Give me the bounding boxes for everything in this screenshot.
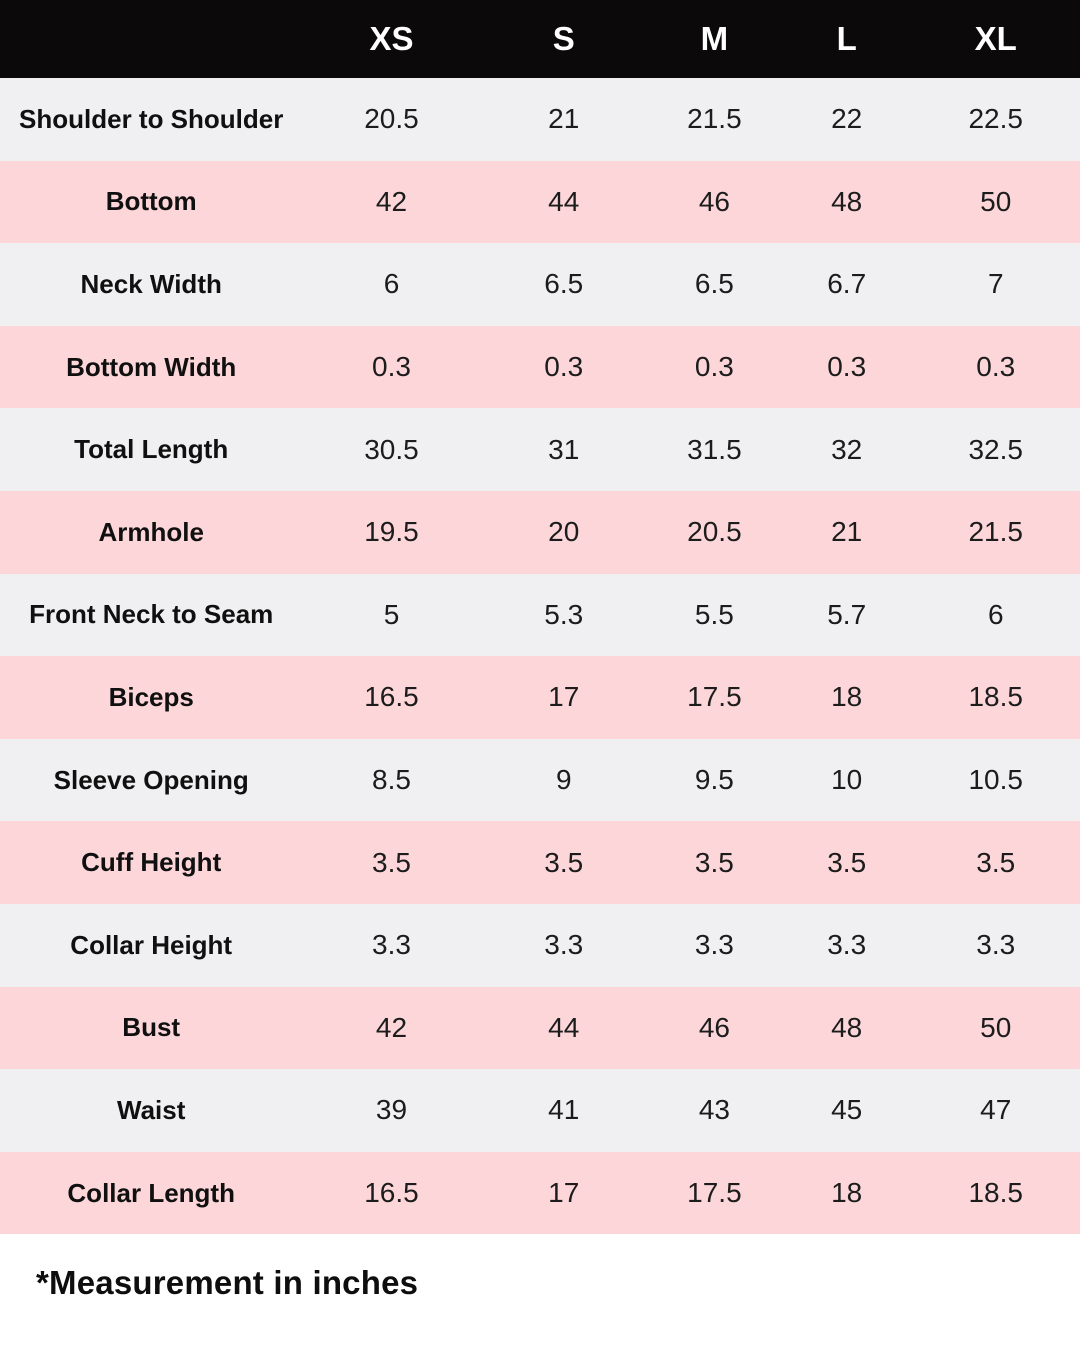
measurement-value: 6 [383,268,400,300]
measurement-row-label: Bottom Width [66,351,237,382]
measurement-row-label: Collar Length [67,1177,235,1208]
measurement-value: 17 [548,681,580,713]
measurement-value: 3.5 [544,846,584,878]
measurement-value: 30.5 [364,433,419,465]
table-row [0,491,1080,574]
measurement-row-label: Front Neck to Seam [29,599,274,630]
measurement-unit-note: *Measurement in inches [36,1264,419,1302]
size-column-header: M [647,0,782,78]
measurement-value: 20.5 [687,516,742,548]
measurement-value: 0.3 [827,351,867,383]
measurement-value: 6.7 [827,268,867,300]
table-row [0,904,1080,987]
measurement-row-label: Waist [117,1094,186,1125]
measurement-value: 6 [987,598,1004,630]
measurement-value: 19.5 [364,516,419,548]
measurement-value: 3.5 [976,846,1016,878]
measurement-row-label: Cuff Height [81,847,222,878]
measurement-value: 3.3 [976,929,1016,961]
table-row [0,408,1080,491]
measurement-row-label: Collar Height [70,929,233,960]
measurement-value: 20 [548,516,580,548]
measurement-column-header [0,0,302,78]
measurement-value: 3.3 [544,929,584,961]
measurement-value: 3.3 [694,929,734,961]
measurement-value: 50 [980,185,1012,217]
measurement-row-label: Sleeve Opening [53,764,249,795]
measurement-value: 18 [831,681,863,713]
measurement-value: 8.5 [372,764,411,796]
measurement-value: 6.5 [694,268,734,300]
measurement-value: 39 [375,1094,408,1126]
measurement-value: 0.3 [372,351,411,383]
measurement-value: 3.3 [827,929,867,961]
measurement-value: 17.5 [687,681,742,713]
measurement-row-label: Neck Width [80,268,222,299]
measurement-value: 5.5 [694,598,734,630]
measurement-value: 42 [375,1011,408,1043]
measurement-value: 31 [548,433,580,465]
measurement-value: 50 [980,1011,1012,1043]
measurement-value: 0.3 [976,351,1016,383]
measurement-row-label: Biceps [108,681,194,712]
measurement-value: 32 [831,433,863,465]
measurement-value: 20.5 [364,103,419,135]
measurement-value: 41 [548,1094,580,1126]
table-row [0,243,1080,326]
measurement-value: 6.5 [544,268,584,300]
measurement-value: 17.5 [687,1177,742,1209]
measurement-value: 46 [698,185,730,217]
measurement-value: 47 [980,1094,1012,1126]
measurement-value: 42 [375,185,408,217]
measurement-value: 18.5 [968,1177,1023,1209]
table-row [0,1152,1080,1235]
table-row [0,161,1080,244]
measurement-value: 46 [698,1011,730,1043]
measurement-value: 3.5 [827,846,867,878]
measurement-value: 18.5 [968,681,1023,713]
table-row [0,656,1080,739]
measurement-value: 7 [987,268,1004,300]
measurement-value: 44 [548,185,580,217]
measurement-value: 43 [698,1094,730,1126]
measurement-value: 5 [383,598,400,630]
table-row [0,821,1080,904]
table-row [0,574,1080,657]
measurement-value: 10.5 [968,764,1023,796]
measurement-value: 3.5 [372,846,411,878]
measurement-value: 21 [831,516,863,548]
measurement-value: 10 [831,764,863,796]
measurement-value: 0.3 [694,351,734,383]
measurement-value: 22.5 [968,103,1023,135]
measurement-value: 16.5 [364,1177,419,1209]
measurement-value: 22 [831,103,863,135]
measurement-value: 21.5 [968,516,1023,548]
measurement-row-label: Shoulder to Shoulder [19,103,284,134]
measurement-value: 3.3 [372,929,411,961]
measurement-row-label: Bottom [105,186,197,217]
measurement-value: 32.5 [968,433,1023,465]
table-row [0,739,1080,822]
measurement-value: 21.5 [687,103,742,135]
measurement-value: 21 [548,103,580,135]
measurement-value: 44 [548,1011,580,1043]
table-row [0,987,1080,1070]
table-row [0,78,1080,161]
measurement-row-label: Armhole [98,516,204,547]
measurement-value: 9 [555,764,572,796]
measurement-value: 3.5 [694,846,734,878]
size-column-header: S [481,0,647,78]
table-row [0,326,1080,409]
size-header-row [0,0,1080,78]
measurement-value: 16.5 [364,681,419,713]
measurement-value: 5.7 [827,598,867,630]
size-column-header: L [782,0,912,78]
measurement-value: 45 [831,1094,863,1126]
measurement-value: 48 [831,1011,863,1043]
measurement-value: 48 [831,185,863,217]
measurement-value: 18 [831,1177,863,1209]
measurement-value: 9.5 [694,764,734,796]
measurement-value: 17 [548,1177,580,1209]
measurement-value: 31.5 [687,433,742,465]
size-column-header: XL [911,0,1080,78]
table-row [0,1069,1080,1152]
measurement-row-label: Bust [122,1012,181,1043]
size-column-header: XS [302,0,480,78]
measurement-value: 0.3 [544,351,584,383]
measurement-value: 5.3 [544,598,584,630]
measurement-row-label: Total Length [74,434,229,465]
